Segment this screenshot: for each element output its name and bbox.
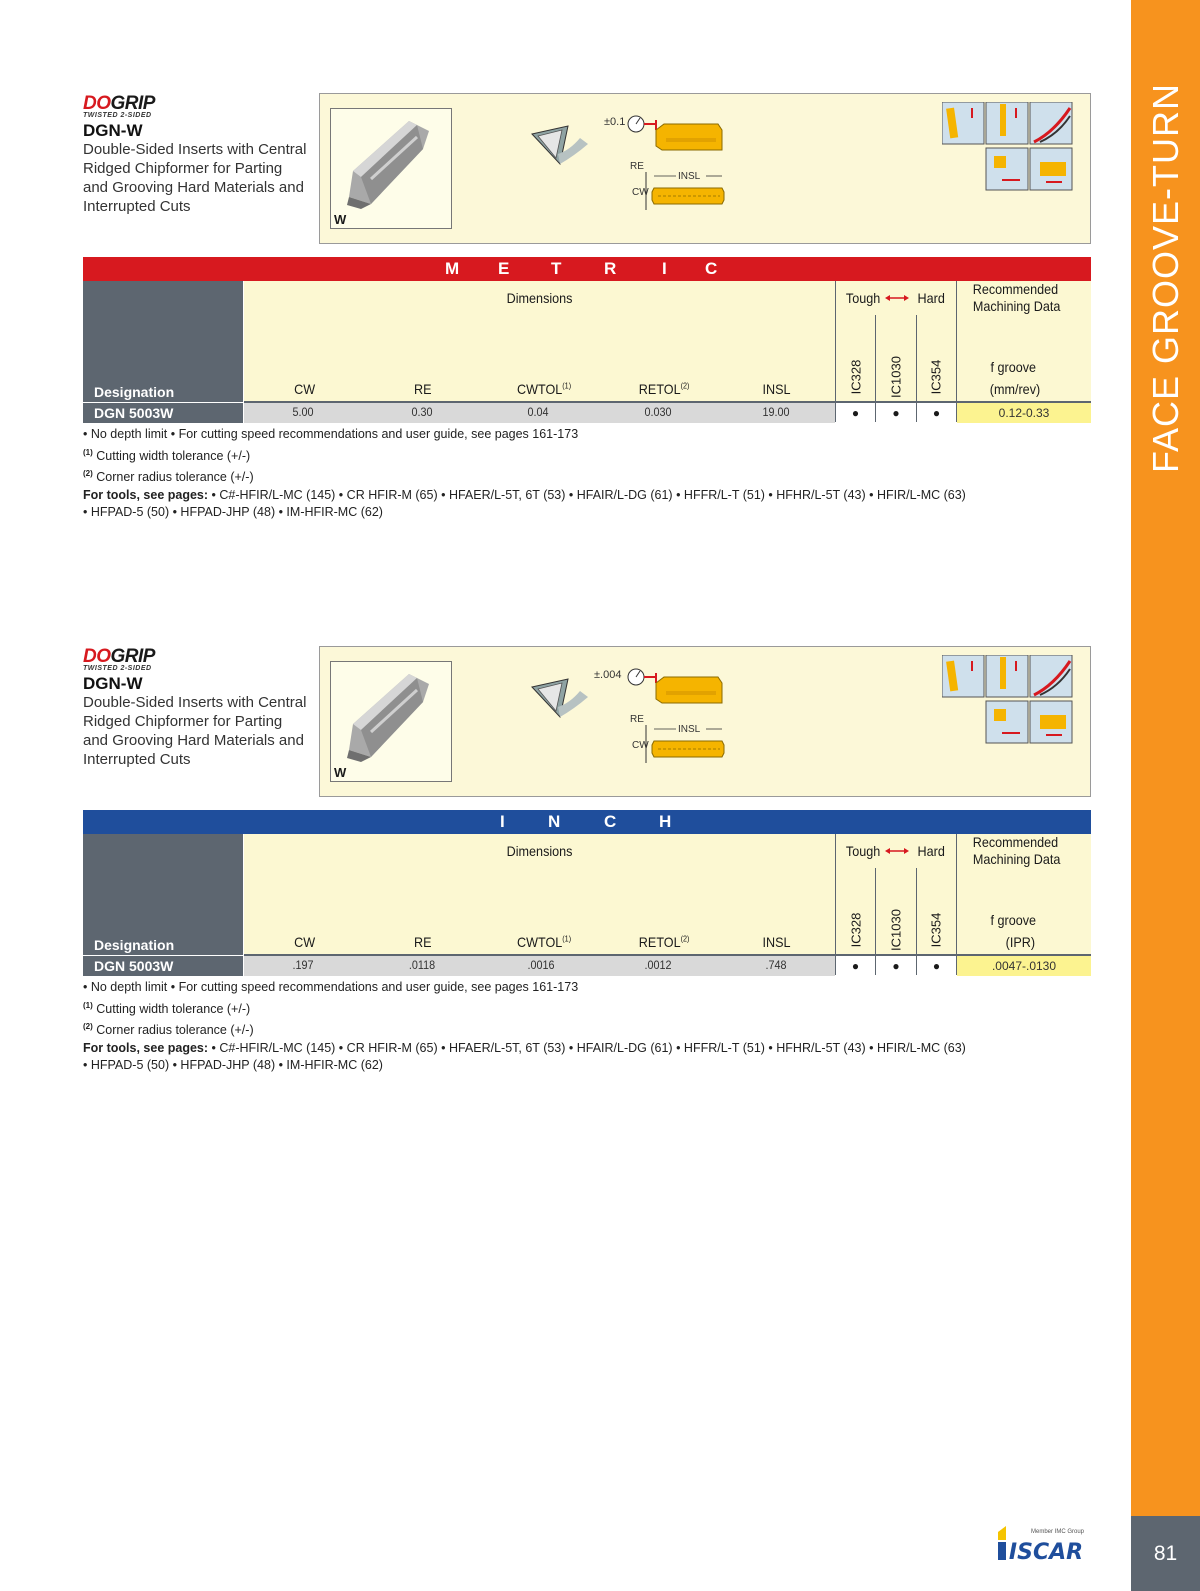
tolerance-diagram	[626, 667, 726, 709]
product-title: DGN-W	[83, 674, 143, 693]
dim-re-label: RE	[630, 161, 644, 172]
recommended-label: Recommended	[972, 281, 1059, 297]
imc-member-text: Member IMC Group	[1031, 1529, 1085, 1535]
col-re: RE	[413, 381, 432, 397]
cell-retol: 0.030	[644, 405, 672, 419]
insert-label: W	[334, 212, 347, 227]
note-line: • No depth limit • For cutting speed recommendations and user guide, see pages 161-173	[83, 980, 579, 994]
do-grip-logo: DOGRIP TWISTED 2-SIDED	[83, 646, 155, 672]
dim-insl-label: INSL	[678, 171, 701, 182]
cell-cwtol: 0.04	[527, 405, 549, 419]
product-description: Double-Sided Inserts with Central Ridged Chipformer for Parting and Grooving Hard Materials and Interrupted Cuts	[83, 141, 307, 215]
iscar-logo-text: ISCAR	[1008, 1540, 1084, 1564]
dim-insl-label: INSL	[678, 724, 701, 735]
banner-letter: C	[604, 812, 617, 831]
designation-header: Designation	[83, 834, 243, 955]
cell-cw: 5.00	[292, 405, 314, 419]
notes-inch	[83, 979, 1091, 1075]
table-row	[83, 956, 1091, 976]
tolerance-label: ±0.1	[604, 116, 626, 128]
note-line: $^{(2)}$ Corner radius tolerance (+/-)	[83, 1022, 254, 1038]
metric-table	[83, 257, 1091, 427]
note-line: • No depth limit • For cutting speed recommendations and user guide, see pages 161-173	[83, 427, 579, 441]
col-grade-ic1030: IC1030	[888, 356, 904, 398]
tough-hard-arrow-icon	[885, 293, 909, 303]
col-grade-ic328: IC328	[848, 359, 864, 395]
cell-grade-ic1030: ●	[876, 956, 916, 976]
designation-header: Designation	[83, 281, 243, 402]
cell-grade-ic354: ●	[917, 403, 956, 423]
dim-re-label: RE	[630, 714, 644, 725]
dimensions-label: Dimensions	[506, 843, 573, 859]
inch-banner	[83, 810, 1091, 834]
banner-letter: N	[548, 812, 561, 831]
tolerance-diagram	[626, 114, 726, 156]
cell-grade-ic328: ●	[836, 956, 875, 976]
col-insl: INSL	[762, 381, 791, 397]
page-number: 81	[1131, 1516, 1200, 1591]
tools-line: For tools, see pages: • C#-HFIR/L-MC (145) • CR HFIR-M (65) • HFAER/L-5T, 6T (53) • HFAIR/L-DG (61) • HFFR/L-T (51) • HFHR/L-5T (43) • HFIR/L-MC (63)	[83, 487, 966, 502]
col-cwtol: CWTOL$^{(1)}$	[517, 381, 572, 397]
chip-formation-icon	[530, 124, 590, 170]
table-row	[83, 403, 1091, 423]
do-grip-logo: DOGRIP TWISTED 2-SIDED	[83, 93, 155, 119]
col-cw: CW	[294, 381, 316, 397]
banner-letter: R	[604, 259, 617, 278]
machining-data-label: Machining Data	[972, 298, 1061, 314]
banner-letter: I	[500, 812, 505, 831]
dimension-diagram	[640, 170, 730, 212]
notes-metric	[83, 426, 1091, 522]
cell-fgroove: .0047-.0130	[957, 956, 1091, 976]
insert-label: W	[334, 765, 347, 780]
col-insl: INSL	[762, 934, 791, 950]
cell-grade-ic328: ●	[836, 403, 875, 423]
banner-letter: E	[498, 259, 510, 278]
dimensions-label: Dimensions	[506, 290, 573, 306]
col-grade-ic354: IC354	[928, 359, 944, 395]
col-fgroove: f groove	[990, 912, 1037, 928]
col-retol: RETOL$^{(2)}$	[638, 934, 690, 950]
note-line: $^{(2)}$ Corner radius tolerance (+/-)	[83, 469, 254, 485]
tools-line: For tools, see pages: • C#-HFIR/L-MC (145) • CR HFIR-M (65) • HFAER/L-5T, 6T (53) • HFAIR/L-DG (61) • HFFR/L-T (51) • HFHR/L-5T (43) • HFIR/L-MC (63)	[83, 1040, 966, 1055]
col-grade-ic354: IC354	[928, 912, 944, 948]
banner-letter: C	[705, 259, 718, 278]
iscar-logo	[996, 1526, 1094, 1564]
banner-letter: M	[445, 259, 460, 278]
col-fgroove: f groove	[990, 359, 1037, 375]
cell-grade-ic1030: ●	[876, 403, 916, 423]
cell-insl: 19.00	[762, 405, 790, 419]
col-fgroove-unit: (IPR)	[1005, 934, 1036, 950]
cell-grade-ic354: ●	[917, 956, 956, 976]
note-line: $^{(1)}$ Cutting width tolerance (+/-)	[83, 447, 251, 463]
metric-banner	[83, 257, 1091, 281]
dim-cw-label: CW	[632, 187, 649, 198]
col-grade-ic328: IC328	[848, 912, 864, 948]
col-re: RE	[413, 934, 432, 950]
cell-re: 0.30	[411, 405, 433, 419]
side-title	[1131, 82, 1200, 474]
recommended-label: Recommended	[972, 834, 1059, 850]
cell-cw: .197	[292, 958, 314, 972]
tough-label: Tough	[845, 843, 881, 859]
hard-label: Hard	[917, 843, 945, 859]
tools-line: • HFPAD-5 (50) • HFPAD-JHP (48) • IM-HFIR-MC (62)	[83, 505, 383, 520]
col-retol: RETOL$^{(2)}$	[638, 381, 690, 397]
col-cw: CW	[294, 934, 316, 950]
cell-retol: .0012	[644, 958, 672, 972]
application-icons	[942, 102, 1074, 192]
cell-fgroove: 0.12-0.33	[957, 403, 1091, 423]
cell-re: .0118	[408, 958, 436, 972]
col-fgroove-unit: (mm/rev)	[989, 381, 1041, 397]
insert-image	[330, 661, 452, 782]
row-designation: DGN 5003W	[83, 403, 243, 423]
tools-line: • HFPAD-5 (50) • HFPAD-JHP (48) • IM-HFIR-MC (62)	[83, 1058, 383, 1073]
chip-formation-icon	[530, 677, 590, 723]
product-image-panel	[319, 93, 1091, 244]
row-designation: DGN 5003W	[83, 956, 243, 976]
cell-insl: .748	[765, 958, 787, 972]
dimension-diagram	[640, 723, 730, 765]
application-icons	[942, 655, 1074, 745]
inch-table	[83, 810, 1091, 980]
dim-cw-label: CW	[632, 740, 649, 751]
col-grade-ic1030: IC1030	[888, 909, 904, 951]
side-title-text: FACE GROOVE-TURN	[1144, 82, 1186, 474]
cell-cwtol: .0016	[527, 958, 555, 972]
note-line: $^{(1)}$ Cutting width tolerance (+/-)	[83, 1000, 251, 1016]
product-title: DGN-W	[83, 121, 143, 140]
banner-letter: H	[659, 812, 672, 831]
insert-photo	[331, 662, 451, 781]
col-cwtol: CWTOL$^{(1)}$	[517, 934, 572, 950]
banner-letter: T	[551, 259, 562, 278]
product-image-panel	[319, 646, 1091, 797]
tough-label: Tough	[845, 290, 881, 306]
insert-image	[330, 108, 452, 229]
tolerance-label: ±.004	[594, 669, 622, 681]
machining-data-label: Machining Data	[972, 851, 1061, 867]
insert-photo	[331, 109, 451, 228]
hard-label: Hard	[917, 290, 945, 306]
banner-letter: I	[662, 259, 667, 278]
product-description: Double-Sided Inserts with Central Ridged Chipformer for Parting and Grooving Hard Materials and Interrupted Cuts	[83, 694, 307, 768]
tough-hard-arrow-icon	[885, 846, 909, 856]
